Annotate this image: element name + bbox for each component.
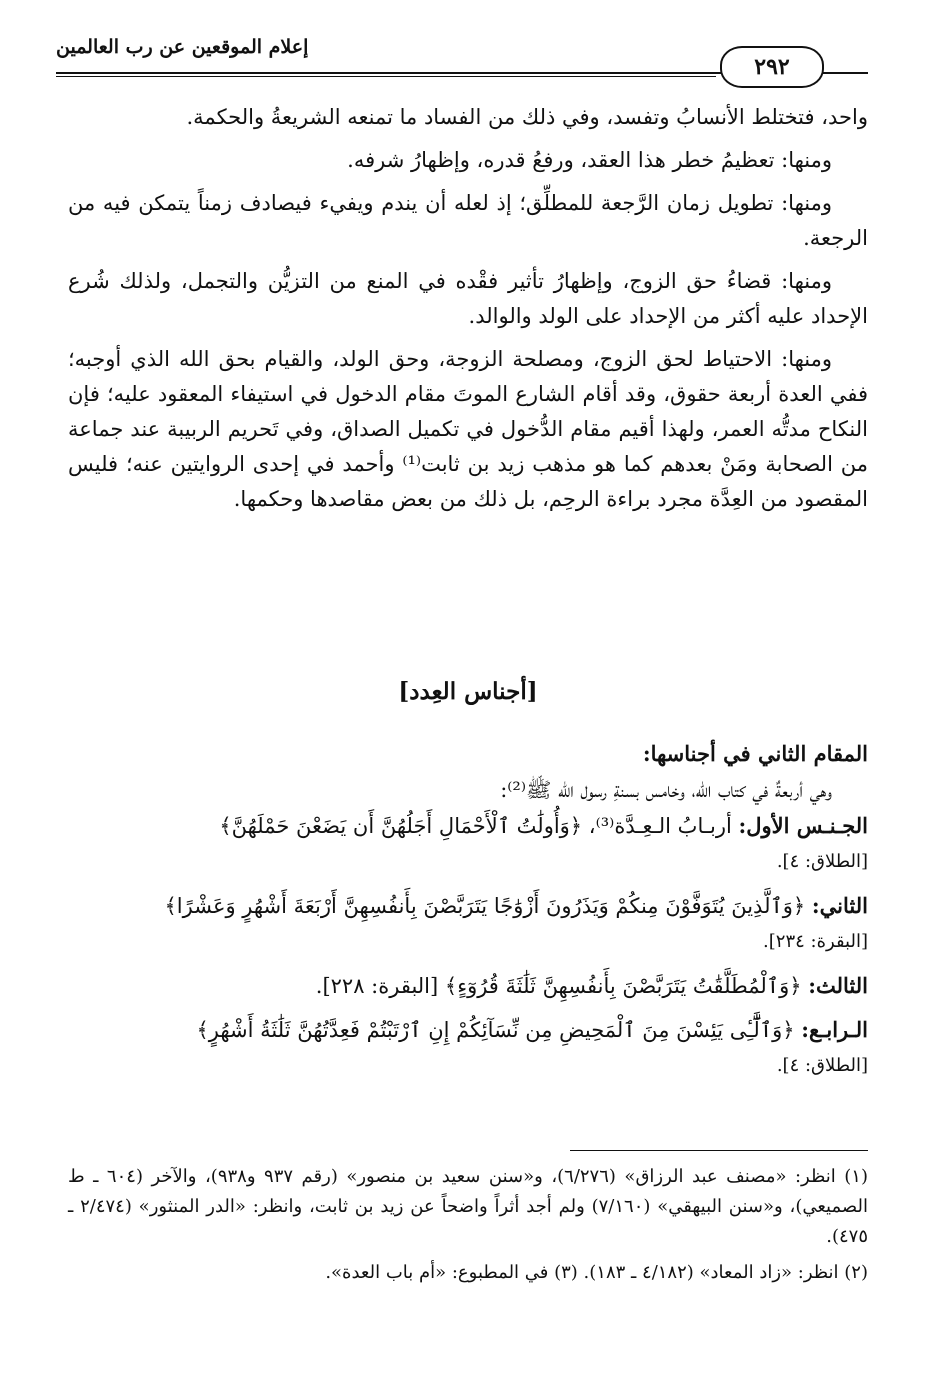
type-reference: [الطلاق: ٤].: [776, 851, 868, 872]
footnote-rule: [570, 1150, 868, 1151]
section-heading: [أجناس العِدد]: [398, 678, 538, 705]
type-reference: [البقرة: ٢٣٤].: [763, 931, 868, 952]
main-text: [68, 100, 868, 517]
type-label: الثالث:: [808, 973, 868, 998]
paragraph: ومنها: تطويل زمان الرَّجعة للمطلِّق؛ إذ لعله أن يندم ويفيء فيصادف زمناً يتمكن فيه من الرجعة.: [68, 191, 868, 250]
type-item: [68, 888, 868, 924]
type-label: الثاني:: [811, 893, 868, 918]
paragraph: ومنها: قضاءُ حق الزوج، وإظهارُ تأثير فقْده في المنع من التزيُّن والتجمل، ولذلك شُرع الإحداد عليه أكثر من الإحداد على الولد والوالد.: [68, 269, 868, 328]
header-rule-thin: [56, 76, 716, 77]
type-reference: [الطلاق: ٤].: [776, 1055, 868, 1076]
type-label: الـرابـع:: [801, 1017, 868, 1042]
maqam-intro: وهي أربعةٌ في كتاب الله، وخامس بسنةِ رسول الله ﷺ⁽²⁾:: [500, 778, 832, 802]
type-text: ﴿وَٱلَّذِينَ يُتَوَفَّوْنَ مِنكُمْ وَيَذَرُونَ أَزْوَٰجًا يَتَرَبَّصْنَ بِأَنفُسِهِنَّ أَرْبَعَةَ أَشْهُرٍ وَعَشْرًا﴾: [164, 894, 806, 918]
footnotes: [68, 1162, 868, 1288]
type-label: الجـنـس الأول:: [738, 813, 868, 838]
running-header-title: إعلام الموقعين عن رب العالمين: [56, 36, 309, 58]
footnote: (٢) انظر: «زاد المعاد» (٤/١٨٢ ـ ١٨٣). (٣) في المطبوع: «أم باب العدة».: [325, 1262, 868, 1283]
types-section: [68, 736, 868, 1084]
maqam-title: المقام الثاني في أجناسها:: [642, 741, 868, 766]
type-item: [68, 808, 868, 844]
page-number: ٢٩٢: [720, 46, 824, 88]
paragraph: ومنها: الاحتياط لحق الزوج، ومصلحة الزوجة، وحق الولد، والقيام بحق الله الذي أوجبه؛ ففي العدة أربعة حقوق، وقد أقام الشارع الموتَ مقام الدخول في استيفاء المعقود عليه؛ فإن النكاح مدتُّه العمر، ولهذا أقيم مقام الدُّخول في تكميل الصداق، وفي تَحريم الربيبة عند جماعة من الصحابة ومَنْ بعدهم كما هو مذهب زيد بن ثابت⁽¹⁾ وأحمد في إحدى الروايتين عنه؛ فليس المقصود من العِدَّة مجرد براءة الرحِم، بل ذلك من بعض مقاصدها وحكمها.: [68, 347, 868, 511]
paragraph: ومنها: تعظيمُ خطر هذا العقد، ورفعُ قدره، وإظهارُ شرفه.: [347, 148, 832, 172]
type-item: [68, 968, 868, 1004]
paragraph: واحد، فتختلط الأنسابُ وتفسد، وفي ذلك من الفساد ما تمنعه الشريعةُ والحكمة.: [186, 105, 868, 129]
type-text: أربـابُ الـعِـدَّة⁽³⁾، ﴿وَأُولَٰتُ ٱلْأَحْمَالِ أَجَلُهُنَّ أَن يَضَعْنَ حَمْلَهُنَّ﴾: [219, 814, 732, 838]
type-text: ﴿وَٱلْمُطَلَّقَٰتُ يَتَرَبَّصْنَ بِأَنفُسِهِنَّ ثَلَٰثَةَ قُرُوٓءٍ﴾ [البقرة: ٢٢٨].: [315, 974, 802, 998]
type-item: [68, 1012, 868, 1048]
type-text: ﴿وَٱلَّٰٓـِٔى يَئِسْنَ مِنَ ٱلْمَحِيضِ مِن نِّسَآئِكُمْ إِنِ ٱرْتَبْتُمْ فَعِدَّتُهُنَّ ثَلَٰثَةُ أَشْهُرٍ﴾: [196, 1018, 795, 1042]
footnote: (١) انظر: «مصنف عبد الرزاق» (٦/٢٧٦)، و«سنن سعيد بن منصور» (رقم ٩٣٧ و٩٣٨)، والآخر (٦٠٤ ـ ط الصميعي)، و«سنن البيهقي» (٧/١٦٠) ولم أجد أثراً واضحاً عن زيد بن ثابت، وانظر: «الدر المنثور» (٢/٤٧٤ ـ ٤٧٥).: [68, 1166, 868, 1247]
